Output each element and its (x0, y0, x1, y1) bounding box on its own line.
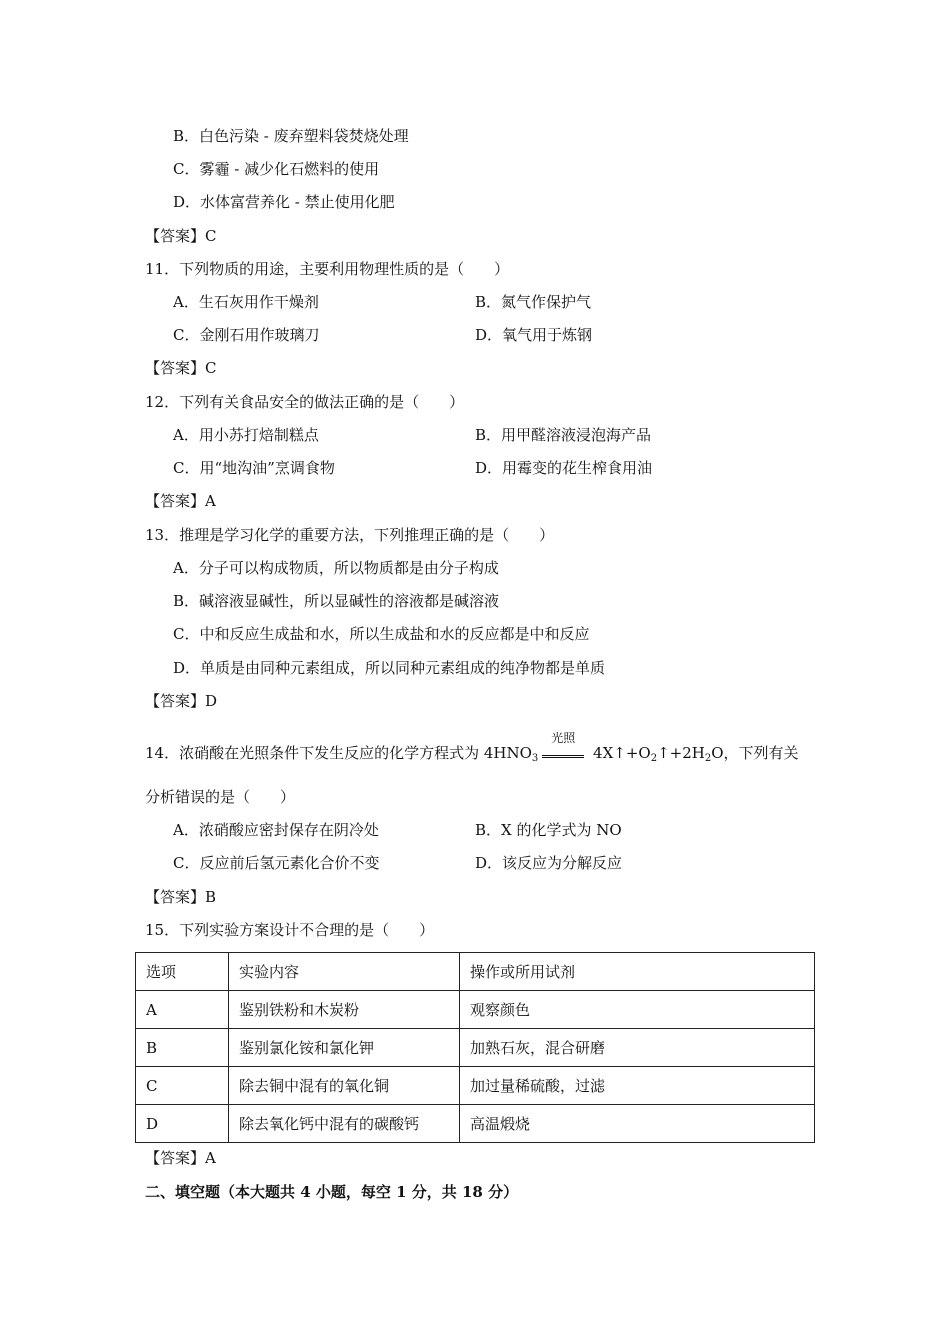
q12-option-b: B．用甲醛溶液浸泡海产品 (475, 426, 652, 444)
table-cell: 高温煅烧 (460, 1105, 815, 1143)
q12-option-c: C．用“地沟油”烹调食物 (173, 459, 335, 477)
q13-answer: 【答案】D (145, 692, 218, 710)
experiment-table (135, 952, 815, 1143)
q14-product-rest: ↑+2H (657, 744, 705, 762)
q11-option-d: D．氧气用于炼钢 (475, 326, 593, 344)
q13-option-a: A．分子可以构成物质，所以物质都是由分子构成 (173, 559, 499, 577)
q14-stem (145, 731, 799, 764)
table-cell: A (136, 991, 229, 1029)
reaction-condition (542, 731, 584, 758)
q14-option-d: D．该反应为分解反应 (475, 854, 623, 872)
reaction-condition-label: 光照 (551, 731, 576, 745)
q14-product-x: 4X↑+O (588, 744, 651, 762)
q12-answer: 【答案】A (145, 492, 216, 510)
q14-option-c: C．反应前后氢元素化合价不变 (173, 854, 380, 872)
q10-option-d: D．水体富营养化 - 禁止使用化肥 (173, 193, 395, 211)
table-cell: 除去铜中混有的氧化铜 (229, 1067, 460, 1105)
q12-option-a: A．用小苏打焙制糕点 (173, 426, 319, 444)
q13-option-b: B．碱溶液显碱性，所以显碱性的溶液都是碱溶液 (173, 592, 500, 610)
table-row (136, 1105, 815, 1143)
q10-option-c: C．雾霾 - 减少化石燃料的使用 (173, 160, 380, 178)
table-cell: D (136, 1105, 229, 1143)
table-cell: 加熟石灰，混合研磨 (460, 1029, 815, 1067)
q14-sub-2: 2 (650, 753, 658, 764)
q15-answer: 【答案】A (145, 1149, 216, 1167)
table-row (136, 991, 815, 1029)
table-cell: 加过量稀硫酸，过滤 (460, 1067, 815, 1105)
table-cell: 鉴别铁粉和木炭粉 (229, 991, 460, 1029)
q11-option-c: C．金刚石用作玻璃刀 (173, 326, 320, 344)
table-header-cell: 选项 (136, 953, 229, 991)
table-row (136, 1067, 815, 1105)
q10-answer: 【答案】C (145, 227, 217, 245)
q14-stem-post: O，下列有关 (711, 744, 799, 762)
table-cell: C (136, 1067, 229, 1105)
q13-option-c: C．中和反应生成盐和水，所以生成盐和水的反应都是中和反应 (173, 625, 590, 643)
table-header-row (136, 953, 815, 991)
q13-stem: 13．推理是学习化学的重要方法，下列推理正确的是（ ） (145, 526, 555, 544)
table-header-cell: 实验内容 (229, 953, 460, 991)
q11-option-b: B．氮气作保护气 (475, 293, 592, 311)
q12-option-d: D．用霉变的花生榨食用油 (475, 459, 653, 477)
table-cell: B (136, 1029, 229, 1067)
q11-answer: 【答案】C (145, 359, 217, 377)
q12-stem: 12．下列有关食品安全的做法正确的是（ ） (145, 393, 465, 411)
q13-option-d: D．单质是由同种元素组成，所以同种元素组成的纯净物都是单质 (173, 659, 606, 677)
q11-option-a: A．生石灰用作干燥剂 (173, 293, 319, 311)
section-title: 二、填空题（本大题共 4 小题，每空 1 分，共 18 分） (145, 1183, 519, 1201)
q10-option-b: B．白色污染 - 废弃塑料袋焚烧处理 (173, 127, 409, 145)
q11-stem: 11．下列物质的用途，主要利用物理性质的是（ ） (145, 260, 510, 278)
table-cell: 观察颜色 (460, 991, 815, 1029)
table-row (136, 1029, 815, 1067)
table-header-cell: 操作或所用试剂 (460, 953, 815, 991)
q14-stem-line2: 分析错误的是（ ） (145, 788, 296, 806)
q14-sub-2b: 2 (704, 753, 712, 764)
q14-stem-pre: 14．浓硝酸在光照条件下发生反应的化学方程式为 4HNO (145, 744, 532, 762)
q14-option-b: B．X 的化学式为 NO (475, 821, 622, 839)
table-cell: 鉴别氯化铵和氯化钾 (229, 1029, 460, 1067)
equals-sign-icon (542, 755, 584, 758)
q15-stem: 15．下列实验方案设计不合理的是（ ） (145, 921, 435, 939)
table-cell: 除去氧化钙中混有的碳酸钙 (229, 1105, 460, 1143)
q14-option-a: A．浓硝酸应密封保存在阴冷处 (173, 821, 379, 839)
q14-sub-3: 3 (531, 753, 539, 764)
q14-answer: 【答案】B (145, 888, 217, 906)
